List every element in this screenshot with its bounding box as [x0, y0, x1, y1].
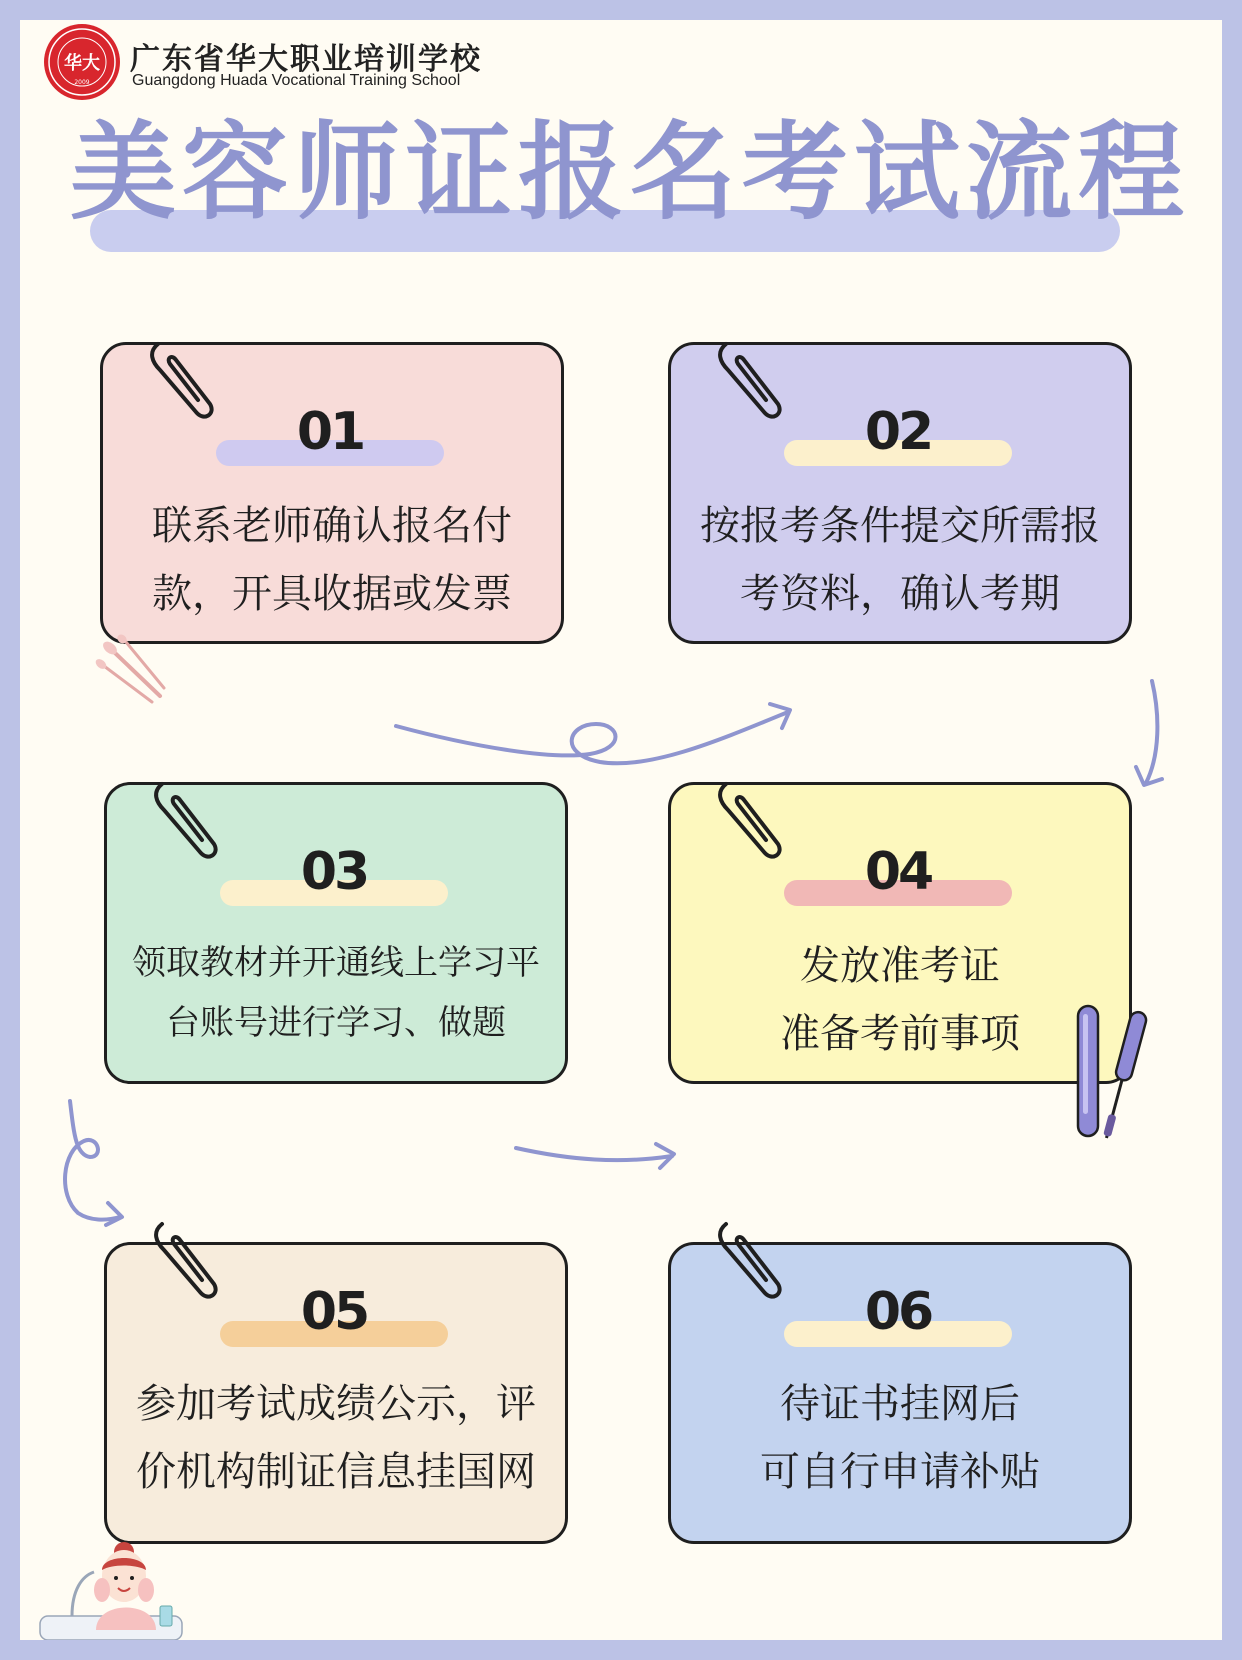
step-text-1b: 款，开具收据或发票	[152, 571, 512, 617]
step-text-1a: 联系老师确认报名付	[152, 503, 512, 549]
step-text-6b: 可自行申请补贴	[760, 1449, 1040, 1495]
step-text-4a: 发放准考证	[800, 943, 1000, 989]
step-text-5a: 参加考试成绩公示，评	[136, 1381, 536, 1427]
makeup-brushes-icon	[92, 632, 172, 712]
step-number-4: 04	[864, 842, 932, 902]
svg-text:2009: 2009	[74, 79, 90, 86]
poster	[20, 20, 1222, 1640]
school-name-en: Guangdong Huada Vocational Training School	[132, 72, 461, 89]
school-name-cn: 广东省华大职业培训学校	[130, 42, 482, 77]
flow-arrow-2-to-4	[1130, 675, 1170, 795]
step-text-2a: 按报考条件提交所需报	[700, 503, 1100, 549]
flow-arrow-1-to-2	[390, 690, 810, 780]
step-text-5b: 价机构制证信息挂国网	[136, 1449, 536, 1495]
flow-arrow-4-to-3	[510, 1138, 690, 1178]
page-title: 美容师证报名考试流程	[70, 111, 1190, 234]
school-logo-seal	[42, 22, 122, 102]
mascara-icon	[1060, 1000, 1150, 1150]
step-number-6: 06	[864, 1282, 932, 1342]
step-text-6a: 待证书挂网后	[780, 1381, 1020, 1427]
step-text-4b: 准备考前事项	[780, 1011, 1020, 1057]
svg-text:华大: 华大	[64, 53, 100, 74]
paperclip-icon	[138, 332, 218, 432]
step-number-5: 05	[300, 1282, 368, 1342]
step-number-2: 02	[864, 402, 932, 462]
step-number-1: 01	[296, 402, 364, 462]
paperclip-icon	[142, 772, 222, 872]
paperclip-icon	[706, 332, 786, 432]
step-text-3b: 台账号进行学习、做题	[166, 1003, 506, 1043]
paperclip-icon	[706, 772, 786, 872]
paperclip-icon	[706, 1212, 786, 1312]
step-number-3: 03	[300, 842, 368, 902]
flow-arrow-3-to-5	[50, 1095, 130, 1235]
girl-washing-face-illustration	[36, 1520, 186, 1640]
paperclip-icon	[142, 1212, 222, 1312]
step-text-3a: 领取教材并开通线上学习平	[132, 943, 540, 983]
step-text-2b: 考资料，确认考期	[740, 571, 1060, 617]
